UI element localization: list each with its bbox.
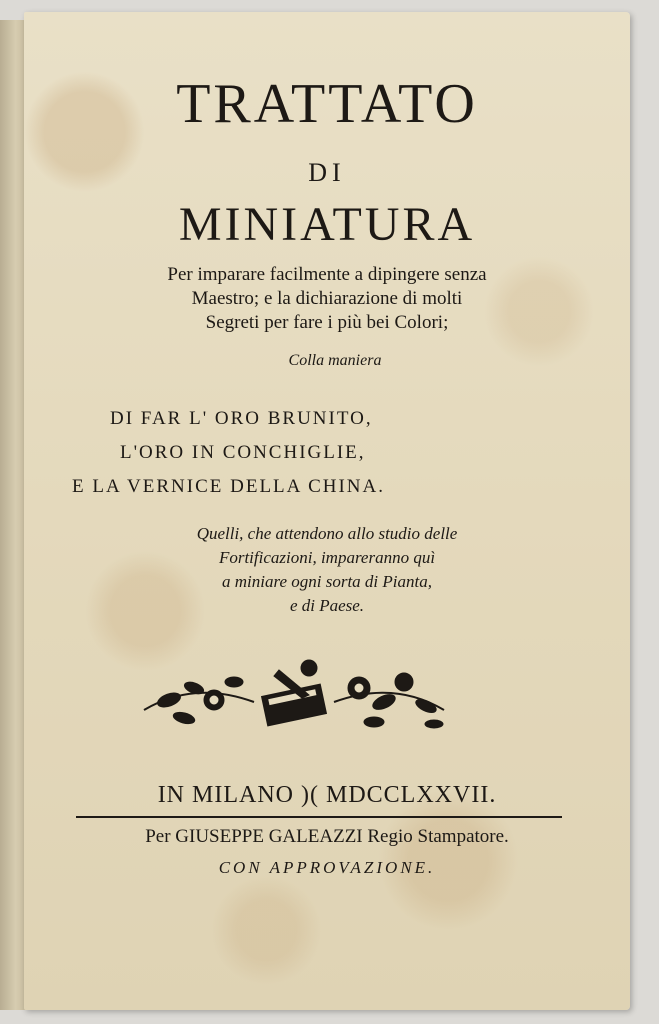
caps-line-2: L'ORO IN CONCHIGLIE,	[120, 442, 366, 463]
italic-line-3: a miniare ogni sorta di Pianta,	[222, 572, 432, 591]
italic-line-2: Fortificazioni, impareranno quì	[218, 548, 436, 567]
subtitle-line-2: Maestro; e la dichiarazione di molti	[191, 288, 463, 309]
title-page	[24, 12, 630, 1010]
caps-line-3: E LA VERNICE DELLA CHINA.	[72, 476, 385, 497]
colla-maniera: Colla maniera	[288, 352, 382, 369]
floral-vignette-icon	[134, 640, 454, 740]
subtitle-line-3: Segreti per fare i più bei Colori;	[205, 312, 449, 333]
book-title: TRATTATO	[176, 73, 478, 135]
approval-line: CON APPROVAZIONE.	[218, 858, 436, 877]
subtitle-line-1: Per imparare facilmente a dipingere senza	[167, 264, 487, 285]
title-connector: DI	[308, 158, 346, 187]
printer-line: Per GIUSEPPE GALEAZZI Regio Stampatore.	[145, 826, 509, 847]
imprint-line: IN MILANO )( MDCCLXXVII.	[157, 782, 497, 808]
divider-rule	[76, 816, 562, 818]
caps-line-1: DI FAR L' ORO BRUNITO,	[110, 408, 373, 429]
book-spine	[0, 20, 27, 1010]
book-subject: MINIATURA	[178, 198, 476, 251]
italic-line-4: e di Paese.	[289, 596, 365, 615]
italic-line-1: Quelli, che attendono allo studio delle	[196, 524, 458, 543]
